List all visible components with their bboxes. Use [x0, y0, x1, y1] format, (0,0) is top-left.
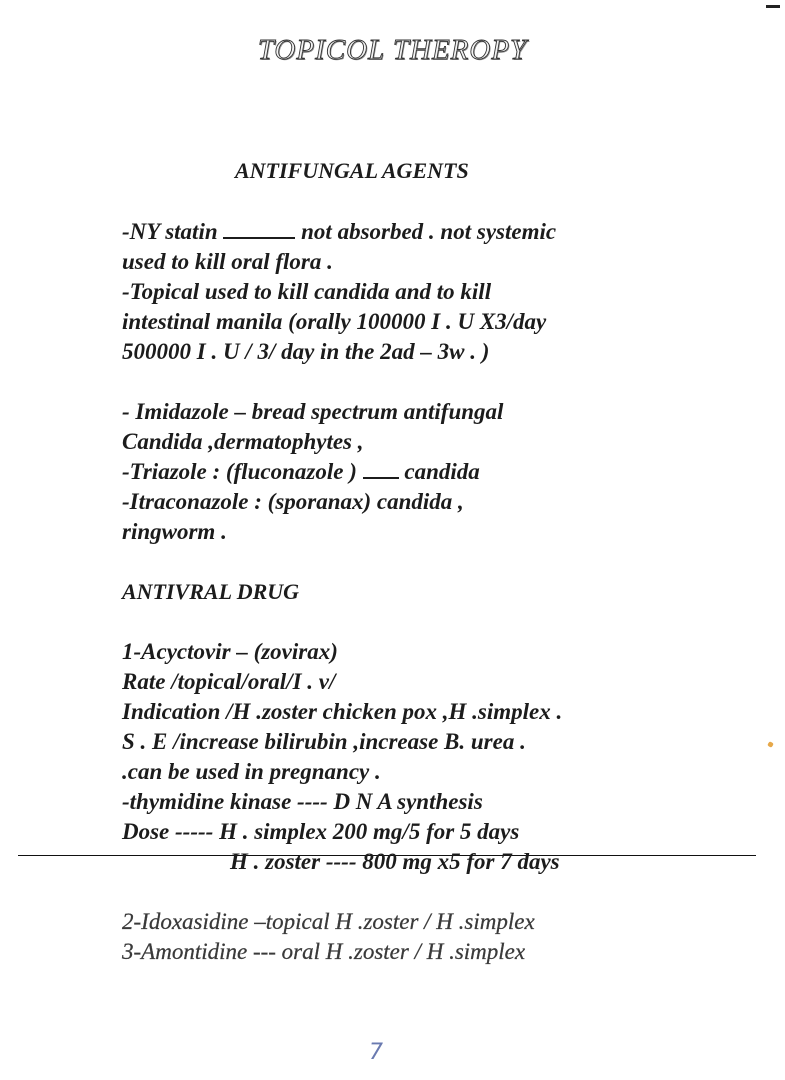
antifungal-line: - Imidazole – bread spectrum antifungal [122, 399, 504, 424]
antiviral-line: 2-Idoxasidine –topical H .zoster / H .simplex [122, 909, 535, 934]
triazole-target: candida [404, 459, 480, 484]
antifungal-line: 500000 I . U / 3/ day in the 2ad – 3w . ) [122, 339, 490, 364]
antifungal-heading: ANTIFUNGAL AGENTS [235, 158, 469, 183]
scan-speck [767, 741, 774, 748]
triazole-name: -Triazole : (fluconazole ) [122, 459, 357, 484]
antiviral-line: -thymidine kinase ---- D N A synthesis [122, 789, 483, 814]
fill-in-blank [363, 461, 399, 479]
page-number: 7 [369, 1040, 383, 1065]
nystatin-description: not absorbed . not systemic [301, 219, 557, 244]
antiviral-line: 1-Acyctovir – (zovirax) [122, 639, 338, 664]
antifungal-line: ringworm . [122, 519, 227, 544]
antifungal-line: -Topical used to kill candida and to kill [122, 279, 492, 304]
antiviral-line: Indication /H .zoster chicken pox ,H .simplex . [122, 699, 563, 724]
antiviral-line: Rate /topical/oral/I . v/ [122, 669, 336, 694]
antifungal-line-nystatin [122, 218, 556, 246]
antiviral-line: Dose ----- H . simplex 200 mg/5 for 5 days [122, 819, 520, 844]
antiviral-line: H . zoster ---- 800 mg x5 for 7 days [230, 849, 560, 874]
antiviral-heading: ANTIVRAL DRUG [122, 579, 300, 604]
page-title: TOPICOL THEROPY [257, 34, 528, 66]
antiviral-line: 3-Amontidine --- oral H .zoster / H .simplex [122, 939, 526, 964]
antifungal-line: -Itraconazole : (sporanax) candida , [122, 489, 464, 514]
antifungal-line: intestinal manila (orally 100000 I . U X3/day [122, 309, 547, 334]
fill-in-blank [223, 221, 295, 239]
antiviral-line: S . E /increase bilirubin ,increase B. urea . [122, 729, 526, 754]
nystatin-name: -NY statin [122, 219, 218, 244]
antifungal-line-triazole [122, 458, 480, 486]
antifungal-line: used to kill oral flora . [122, 249, 333, 274]
corner-scan-mark [766, 5, 780, 8]
antifungal-line: Candida ,dermatophytes , [122, 429, 364, 454]
antiviral-line: .can be used in pregnancy . [122, 759, 381, 784]
